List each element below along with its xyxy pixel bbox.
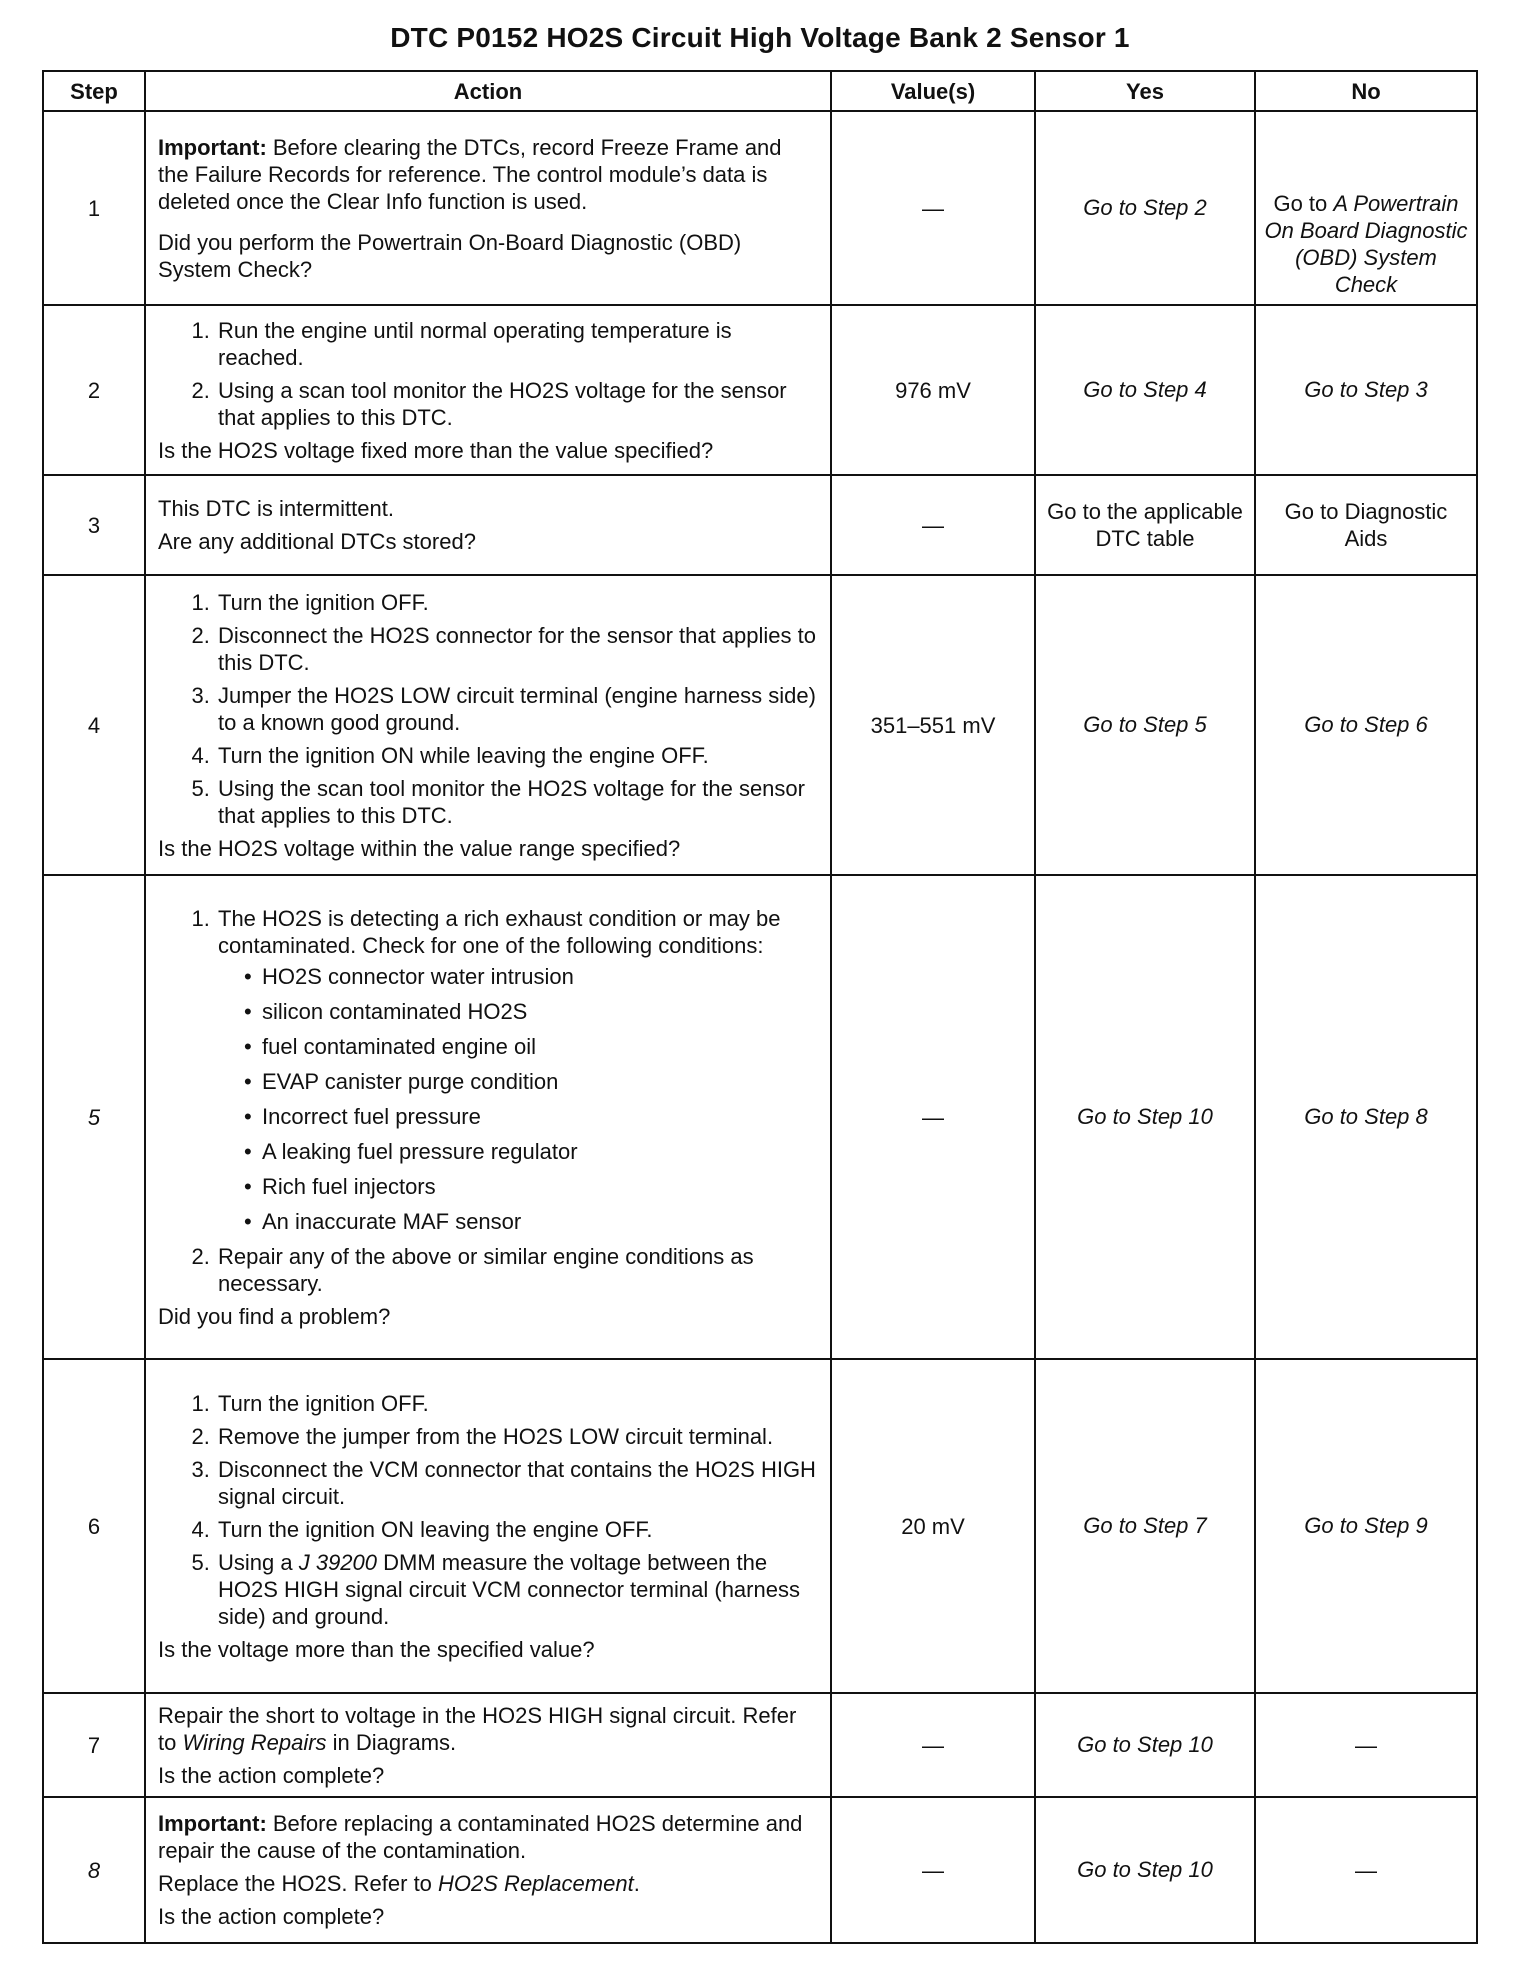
value-cell: 351–551 mV xyxy=(831,575,1035,875)
action-cell xyxy=(145,1693,831,1797)
reference-link[interactable]: Wiring Repairs xyxy=(182,1729,327,1755)
condition-item: • A leaking fuel pressure regulator xyxy=(244,1138,818,1165)
action-step-text: Using a xyxy=(218,1549,299,1575)
action-step xyxy=(216,1549,818,1630)
question: Are any additional DTCs stored? xyxy=(158,529,476,554)
header-values: Value(s) xyxy=(831,71,1035,111)
important-note xyxy=(158,134,818,215)
action-step xyxy=(216,905,818,1235)
value-cell: — xyxy=(831,1797,1035,1943)
action-cell xyxy=(145,575,831,875)
action-step: 2. Disconnect the HO2S connector for the sensor that applies to this DTC. xyxy=(216,622,818,676)
condition-item: • Rich fuel injectors xyxy=(244,1173,818,1200)
step-number: 5 xyxy=(43,875,145,1359)
yes-link[interactable]: Go to Step 10 xyxy=(1035,875,1255,1359)
action-step: 1. Turn the ignition OFF. xyxy=(216,1390,818,1417)
yes-link[interactable]: Go to Step 10 xyxy=(1035,1693,1255,1797)
value-cell: — xyxy=(831,111,1035,305)
header-no: No xyxy=(1255,71,1477,111)
action-step: 4. Turn the ignition ON leaving the engine OFF. xyxy=(216,1516,818,1543)
condition-item: • fuel contaminated engine oil xyxy=(244,1033,818,1060)
action-step-text: DMM measure the voltage between the HO2S HIGH signal circuit VCM connector terminal (harness side) and ground. xyxy=(218,1549,800,1629)
table-row xyxy=(43,111,1477,305)
important-label: Important: xyxy=(158,1811,267,1836)
important-label: Important: xyxy=(158,134,267,160)
action-text: This DTC is intermittent. xyxy=(158,496,394,521)
yes-link[interactable]: Go to Step 7 xyxy=(1035,1359,1255,1693)
no-cell: — xyxy=(1255,1693,1477,1797)
action-cell xyxy=(145,1797,831,1943)
tool-name: J 39200 xyxy=(298,1549,378,1575)
action-steps xyxy=(158,317,818,431)
no-prefix: Go to xyxy=(1273,191,1334,216)
action-cell xyxy=(145,111,831,305)
action-step: 1. Run the engine until normal operating temperature is reached. xyxy=(216,317,818,371)
header-yes: Yes xyxy=(1035,71,1255,111)
no-cell: — xyxy=(1255,1797,1477,1943)
action-cell xyxy=(145,1359,831,1693)
step-number: 7 xyxy=(43,1693,145,1797)
action-step-text: The HO2S is detecting a rich exhaust condition or may be contaminated. Check for one of the following conditions: xyxy=(218,905,781,958)
no-link[interactable]: Go to Step 6 xyxy=(1255,575,1477,875)
action-text-part: Replace the HO2S. Refer to xyxy=(158,1871,439,1896)
question: Is the HO2S voltage within the value range specified? xyxy=(158,835,681,861)
value-cell: — xyxy=(831,475,1035,575)
action-step: 4. Turn the ignition ON while leaving the engine OFF. xyxy=(216,742,818,769)
header-step: Step xyxy=(43,71,145,111)
table-row xyxy=(43,1797,1477,1943)
condition-item: • silicon contaminated HO2S xyxy=(244,998,818,1025)
question: Is the action complete? xyxy=(158,1762,385,1788)
action-step: 2. Remove the jumper from the HO2S LOW circuit terminal. xyxy=(216,1423,818,1450)
step-number: 6 xyxy=(43,1359,145,1693)
step-number: 4 xyxy=(43,575,145,875)
step-number: 2 xyxy=(43,305,145,475)
action-text-part: Repair the short to voltage in the HO2S HIGH signal circuit. Refer to xyxy=(158,1702,797,1755)
action-step: 1. Turn the ignition OFF. xyxy=(216,589,818,616)
header-action: Action xyxy=(145,71,831,111)
action-step: 2. Repair any of the above or similar engine conditions as necessary. xyxy=(216,1243,818,1297)
important-note xyxy=(158,1810,818,1864)
no-link[interactable]: Go to Diagnostic Aids xyxy=(1255,475,1477,575)
yes-link[interactable]: Go to Step 4 xyxy=(1035,305,1255,475)
yes-link[interactable]: Go to Step 2 xyxy=(1035,111,1255,305)
yes-link[interactable]: Go to the applicable DTC table xyxy=(1035,475,1255,575)
no-link[interactable] xyxy=(1255,111,1477,305)
action-text-part: in Diagrams. xyxy=(326,1729,457,1755)
action-text-part: . xyxy=(633,1871,640,1896)
condition-list xyxy=(218,963,818,1235)
question: Is the HO2S voltage fixed more than the value specified? xyxy=(158,437,714,463)
reference-link[interactable]: HO2S Replacement xyxy=(438,1871,634,1896)
no-link[interactable]: Go to Step 3 xyxy=(1255,305,1477,475)
value-cell: 976 mV xyxy=(831,305,1035,475)
no-link[interactable]: Go to Step 8 xyxy=(1255,875,1477,1359)
question: Is the voltage more than the specified value? xyxy=(158,1636,595,1662)
table-row xyxy=(43,875,1477,1359)
action-steps xyxy=(158,589,818,829)
action-steps xyxy=(158,905,818,1297)
action-text xyxy=(158,1870,818,1897)
value-cell: 20 mV xyxy=(831,1359,1035,1693)
condition-item: • HO2S connector water intrusion xyxy=(244,963,818,990)
table-row xyxy=(43,305,1477,475)
step-number: 1 xyxy=(43,111,145,305)
action-step: 5. Using the scan tool monitor the HO2S voltage for the sensor that applies to this DTC. xyxy=(216,775,818,829)
no-link-text: A Powertrain On Board Diagnostic (OBD) System Check xyxy=(1264,191,1468,297)
step-number: 3 xyxy=(43,475,145,575)
condition-item: • Incorrect fuel pressure xyxy=(244,1103,818,1130)
condition-item: • EVAP canister purge condition xyxy=(244,1068,818,1095)
question: Did you find a problem? xyxy=(158,1303,391,1329)
important-text: Before clearing the DTCs, record Freeze Frame and the Failure Records for reference. The control module’s data is deleted once the Clear Info function is used. xyxy=(158,134,782,214)
value-cell: — xyxy=(831,875,1035,1359)
action-step: 2. Using a scan tool monitor the HO2S voltage for the sensor that applies to this DTC. xyxy=(216,377,818,431)
action-cell xyxy=(145,875,831,1359)
table-row xyxy=(43,1693,1477,1797)
action-text xyxy=(158,1702,818,1756)
action-step: 3. Disconnect the VCM connector that contains the HO2S HIGH signal circuit. xyxy=(216,1456,818,1510)
yes-link[interactable]: Go to Step 10 xyxy=(1035,1797,1255,1943)
action-step: 3. Jumper the HO2S LOW circuit terminal (engine harness side) to a known good ground. xyxy=(216,682,818,736)
yes-link[interactable]: Go to Step 5 xyxy=(1035,575,1255,875)
no-link[interactable]: Go to Step 9 xyxy=(1255,1359,1477,1693)
page-title: DTC P0152 HO2S Circuit High Voltage Bank 2 Sensor 1 xyxy=(390,22,1130,53)
table-row xyxy=(43,475,1477,575)
table-row xyxy=(43,575,1477,875)
action-cell xyxy=(145,305,831,475)
action-cell xyxy=(145,475,831,575)
condition-item: • An inaccurate MAF sensor xyxy=(244,1208,818,1235)
question: Is the action complete? xyxy=(158,1904,385,1929)
important-text: Before replacing a contaminated HO2S determine and repair the cause of the contamination. xyxy=(158,1811,803,1863)
question: Did you perform the Powertrain On-Board Diagnostic (OBD) System Check? xyxy=(158,229,742,282)
step-number: 8 xyxy=(43,1797,145,1943)
table-row xyxy=(43,1359,1477,1693)
diagnostic-table xyxy=(42,70,1478,1944)
table-header-row xyxy=(43,71,1477,111)
action-steps xyxy=(158,1390,818,1630)
value-cell: — xyxy=(831,1693,1035,1797)
